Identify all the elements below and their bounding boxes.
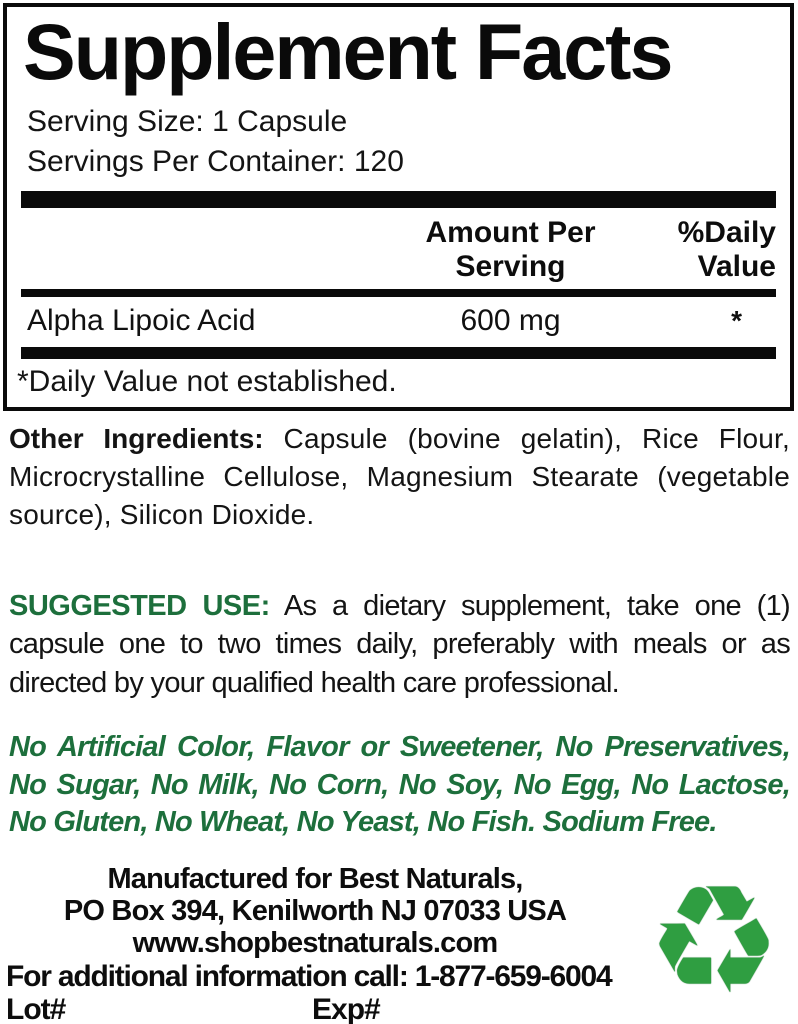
lot-number-label: Lot# <box>6 992 66 1024</box>
manufacturer-block <box>0 864 630 1024</box>
lot-exp-row <box>6 993 630 1024</box>
header-amount-line1: Amount Per <box>425 216 596 250</box>
recycle-icon-area <box>630 854 798 1024</box>
header-amount-per-serving <box>403 216 618 283</box>
header-dv-line1: %Daily <box>677 216 776 250</box>
other-ingredients-paragraph <box>9 420 790 534</box>
other-ingredients-text: Capsule (bovine gelatin), Rice Flour, Microcrystalline Cellulose, Magnesium Stearate (vegetable source), Silicon Dioxide. <box>9 423 790 531</box>
ingredient-name: Alpha Lipoic Acid <box>27 304 256 338</box>
footer <box>0 854 798 1024</box>
manufacturer-website: www.shopbestnaturals.com <box>132 926 498 959</box>
ingredient-daily-value: * <box>731 305 742 337</box>
serving-size: Serving Size: 1 Capsule <box>27 105 348 139</box>
suggested-use-label: SUGGESTED USE: <box>9 589 270 622</box>
divider-thick-top <box>21 191 776 208</box>
table-row <box>21 304 776 338</box>
header-daily-value <box>618 216 776 283</box>
panel-title: Supplement Facts <box>23 7 672 96</box>
manufacturer-address: PO Box 394, Kenilworth NJ 07033 USA <box>63 895 567 928</box>
header-amount-line2: Serving <box>455 249 566 283</box>
servings-per-container: Servings Per Container: 120 <box>27 145 404 179</box>
divider-thin <box>21 289 776 297</box>
header-dv-line2: Value <box>697 249 776 283</box>
header-spacer <box>21 216 403 283</box>
recycle-icon: ♻ <box>646 854 782 1024</box>
manufacturer-line: Manufactured for Best Naturals, <box>107 863 523 896</box>
daily-value-footnote: *Daily Value not established. <box>17 365 397 399</box>
suggested-use-paragraph <box>9 587 790 704</box>
free-from-claims: No Artificial Color, Flavor or Sweetener, No Preservatives, No Sugar, No Milk, No Corn, No Soy, No Egg, No Lactose, No Gluten, No Wheat, No Yeast, No Fish. Sodium Free. <box>9 731 790 839</box>
suggested-use-text: As a dietary supplement, take one (1) capsule one to two times daily, preferably with meals or as directed by your qualified health care professional. <box>9 589 791 700</box>
exp-date-label: Exp# <box>312 992 380 1024</box>
facts-table-header <box>21 216 776 283</box>
supplement-label <box>0 3 798 1024</box>
ingredient-amount: 600 mg <box>460 304 561 338</box>
info-phone-line: For additional information call: 1-877-659-6004 <box>6 959 612 993</box>
divider-thick-bottom <box>21 347 776 359</box>
other-ingredients-label: Other Ingredients: <box>9 423 264 455</box>
supplement-facts-panel <box>3 3 794 411</box>
